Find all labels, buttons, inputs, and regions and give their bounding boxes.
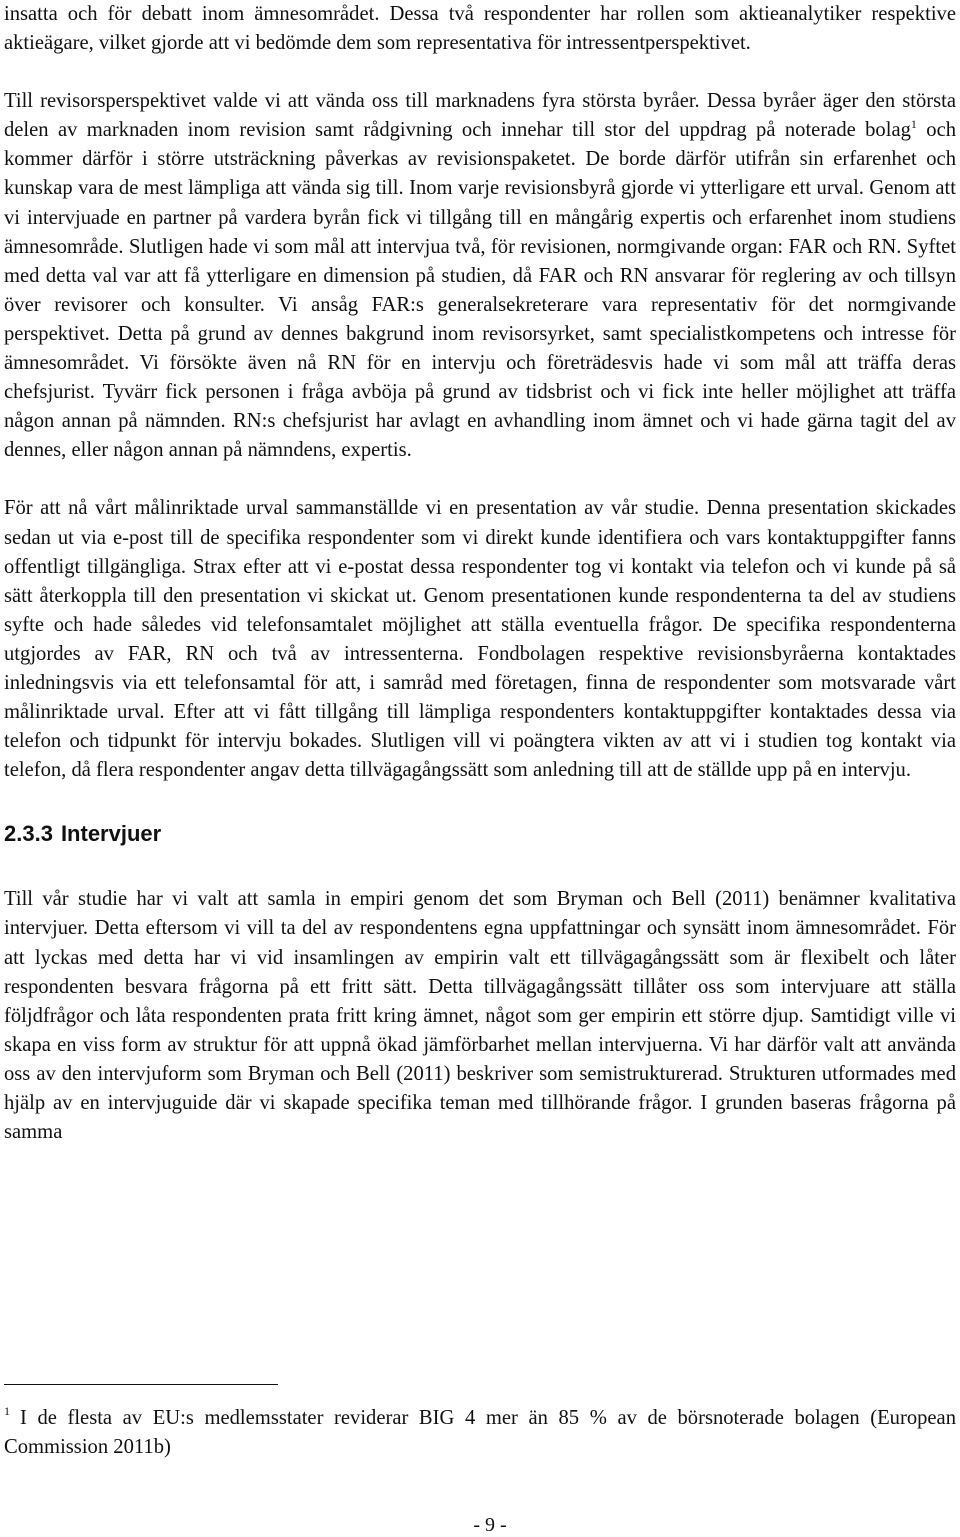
paragraph-revisorsperspektiv	[4, 87, 956, 465]
paragraph-revisorsperspektiv-part1: Dessa byråer äger den största delen av marknaden inom revision samt rådgivning och innehar till stor del uppdrag på noterade bolag	[4, 90, 957, 142]
document-page	[4, 0, 956, 1147]
footnote-text: I de flesta av EU:s medlemsstater reviderar BIG 4 mer än 85 % av de börsnoterade bolagen (European Commission 2011b)	[4, 1407, 956, 1458]
paragraph-urval-kontakt: För att nå vårt målinriktade urval sammanställde vi en presentation av vår studie. Denna presentation skickades sedan ut via e-post till de specifika respondenter som vi direkt kunde identifiera och vars kontaktuppgifter fanns offentligt tillgängliga. Strax efter att vi e-postat dessa respondenter tog vi kontakt via telefon och vi kunde på så sätt återkoppla till den presentation vi skickat ut. Genom presentationen kunde respondenterna ta del av studiens syfte och hade således vid telefonsamtalet möjlighet att ställa eventuella frågor. De specifika respondenterna utgjordes av FAR, RN och två av intressenterna. Fondbolagen respektive revisionsbyråerna kontaktades inledningsvis via ett telefonsamtal för att, i samråd med företagen, finna de respondenter som motsvarade vårt målinriktade urval. Efter att vi fått tillgång till lämpliga respondenters kontaktuppgifter kontaktades dessa via telefon och tidpunkt för intervju bokades. Slutligen vill vi poängtera vikten av att vi i studien tog kontakt via telefon, då flera respondenter angav detta tillvägagångssätt som anledning till att de ställde upp på en intervju.	[4, 497, 956, 782]
section-number: 2.3.3	[4, 821, 53, 847]
paragraph-intressent: insatta och för debatt inom ämnesområdet. Dessa två respondenter har rollen som aktieanalytiker respektive aktieägare, vilket gjorde att vi bedömde dem som representativa för intressentperspektivet.	[4, 3, 956, 55]
paragraph-revisorsperspektiv-intro: Till revisorsperspektivet valde vi att vända oss till marknadens fyra största byråer.	[4, 90, 700, 113]
paragraph-revisorsperspektiv-part2: och kommer därför i större utsträckning påverkas av revisionspaketet. De borde därför utifrån sin erfarenhet och kunskap vara de mest lämpliga att vända sig till. Inom varje revisionsbyrå gjorde vi ytterligare ett urval. Genom att vi intervjuade en partner på vardera byrån fick vi tillgång till en mångårig expertis och erfarenhet inom studiens ämnesområde. Slutligen hade vi som mål att intervjua två, för revisionen, normgivande organ: FAR och RN. Syftet med detta val var att få ytterligare en dimension på studien, då FAR och RN ansvarar för reglering av och tillsyn över revisorer och konsulter. Vi ansåg FAR:s generalsekreterare vara representativ för det normgivande perspektivet. Detta på grund av dennes bakgrund inom revisorsyrket, samt specialistkompetens och intresse för ämnesområdet. Vi försökte även nå RN för en intervju och företrädesvis hade vi som mål att träffa deras chefsjurist. Tyvärr fick personen i fråga avböja på grund av tidsbrist och vi fick inte heller möjlighet att träffa någon annan på nämnden. RN:s chefsjurist har avlagt en avhandling inom ämnet och vi hade gärna tagit del av dennes, eller någon annan på nämndens, expertis.	[4, 119, 956, 462]
footnote-separator	[4, 1384, 278, 1385]
footnote	[4, 1404, 956, 1462]
page-number: - 9 -	[473, 1514, 507, 1536]
footnote-marker: 1	[4, 1404, 10, 1418]
footnote-reference: 1	[910, 117, 917, 132]
paragraph-intervjuer: Till vår studie har vi valt att samla in empiri genom det som Bryman och Bell (2011) benämner kvalitativa intervjuer. Detta eftersom vi vill ta del av respondentens egna uppfattningar och synsätt inom ämnesområdet. För att lyckas med detta har vi vid insamlingen av empirin valt ett tillvägagångssätt som är flexibelt och låter respondenten besvara frågorna på ett fritt sätt. Detta tillvägagångssätt tillåter oss som intervjuare att ställa följdfrågor och låta respondenten prata fritt kring ämnet, något som ger empirin ett större djup. Samtidigt ville vi skapa en viss form av struktur för att uppnå ökad jämförbarhet mellan intervjuerna. Vi har därför valt att använda oss av den intervjuform som Bryman och Bell (2011) beskriver som semistrukturerad. Strukturen utformades med hjälp av en intervjuguide där vi skapade specifika teman med tillhörande frågor. I grunden baseras frågorna på samma	[4, 888, 956, 1144]
section-heading	[4, 819, 956, 849]
section-title: Intervjuer	[60, 821, 162, 847]
